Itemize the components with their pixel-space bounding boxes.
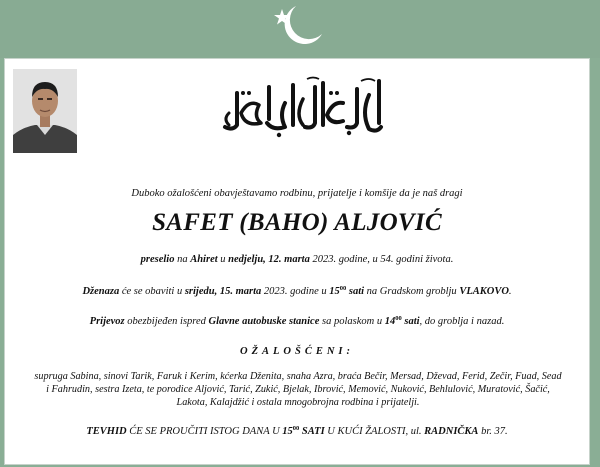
mourners-line: Lakota, Kalajdžić i ostala mnogobrojna rodbina i prijatelji. xyxy=(176,397,420,408)
death-announcement: preselio na Ahiret u nedjelju, 12. marta 2023. godine, u 54. godini života. xyxy=(140,254,454,265)
mourners-line: supruga Sabina, sinovi Tarik, Faruk i Kerim, kćerka Dženita, snaha Azra, braća Bečir, Mersad, Dževad, Ferid, Zečir, Fuad, Sead xyxy=(34,371,562,382)
funeral-details: Dženaza će se obaviti u srijedu, 15. marta 2023. godine u $15^{00}$ sati na Gradskom groblju VLAKOVO. xyxy=(82,285,512,297)
transport-details: Prijevoz obezbijeđen ispred Glavne autobuske stanice sa polaskom u $14^{00}$ sati, do groblja i nazad. xyxy=(89,315,505,327)
top-band xyxy=(0,0,600,58)
mourners-title: OŽALOŠĆENI: xyxy=(239,346,354,357)
intro-text: Duboko ožalošćeni obavještavamo rodbinu, prijatelje i komšije da je naš dragi xyxy=(131,188,463,199)
obituary-paper xyxy=(4,58,590,465)
portrait-photo xyxy=(13,69,77,153)
tevhid-details: TEVHID ĆE SE PROUČITI ISTOG DANA U $15^{00}$ SATI U KUĆI ŽALOSTI, ul. RADNIČKA br. 37. xyxy=(86,425,508,437)
mourners-line: i Fahrudin, sestra Izeta, te porodice Aljović, Tarić, Zukić, Bjelak, Ibrović, Memović, Nuković, Behlulović, Muratović, Šačić, xyxy=(46,384,550,395)
mourners-list xyxy=(13,370,583,409)
crescent-star-icon xyxy=(262,2,332,54)
deceased-name: SAFET (BAHO) ALJOVIĆ xyxy=(152,209,442,236)
arabic-calligraphy-irtihal-dar-baqa xyxy=(219,73,389,141)
